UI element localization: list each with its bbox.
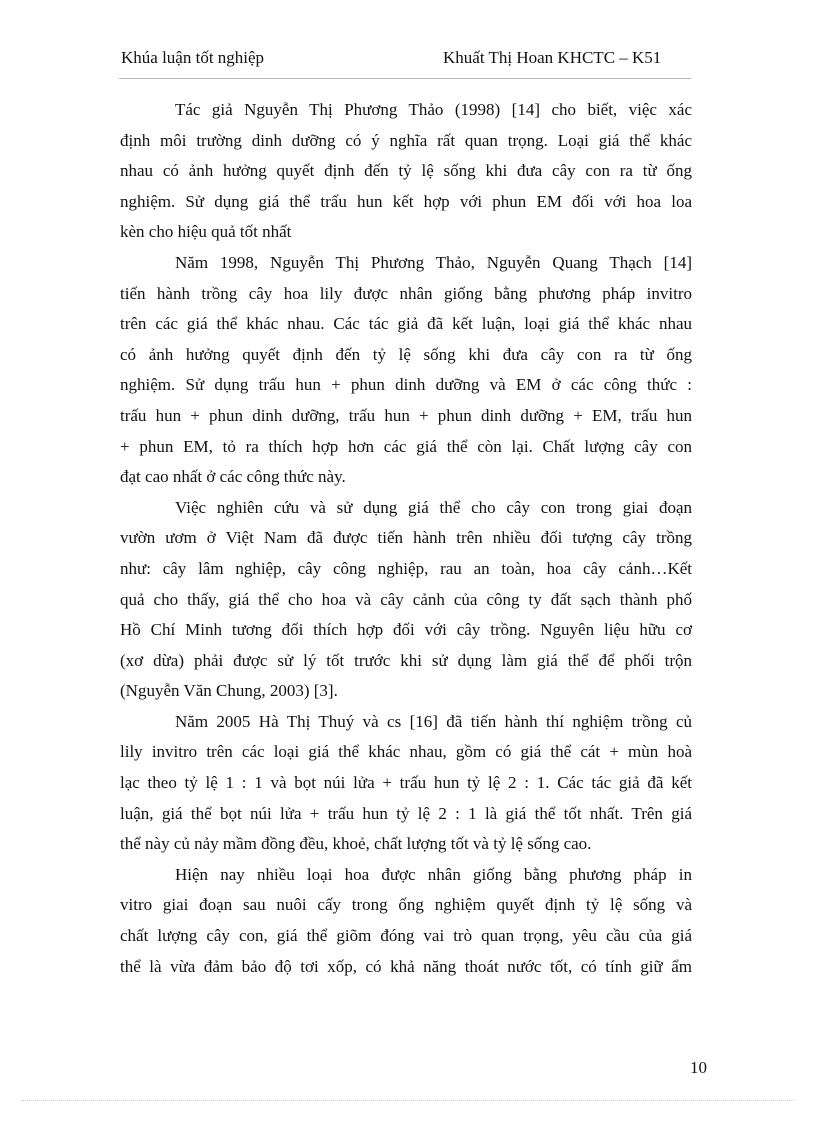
text-line: nhau có ảnh hưởng quyết định đến tỷ lệ sống khi đưa cây con ra từ ống [120, 161, 692, 181]
header-left-text: Khúa luận tốt nghiệp [121, 48, 265, 67]
text-line: Hồ Chí Minh tương đối thích hợp đối với cây trồng. Nguyên liệu hữu cơ [120, 620, 692, 640]
page-number: 10 [690, 1058, 707, 1077]
text-line: quả cho thấy, giá thể cho hoa và cây cảnh của công ty đất sạch thành phố [120, 589, 692, 609]
text-line: thể là vừa đảm bảo độ tơi xốp, có khả năng thoát nước tốt, có tính giữ ẩm [120, 956, 692, 976]
text-line: + phun EM, tỏ ra thích hợp hơn các giá thể còn lại. Chất lượng cây con [120, 436, 692, 456]
text-line: vitro giai đoạn sau nuôi cấy trong ống nghiệm quyết định tỷ lệ sống và [120, 895, 692, 915]
text-line: (xơ dừa) phải được sử lý tốt trước khi sử dụng làm giá thể để phối trộn [120, 650, 692, 670]
text-line: Việc nghiên cứu và sử dụng giá thể cho cây con trong giai đoạn [175, 497, 692, 517]
text-line: định môi trường dinh dưỡng có ý nghĩa rất quan trọng. Loại giá thể khác [120, 130, 692, 150]
text-line: Tác giả Nguyễn Thị Phương Thảo (1998) [14] cho biết, việc xác [175, 100, 692, 119]
text-line: luận, giá thể bọt núi lửa + trấu hun tỷ lệ 2 : 1 là giá thể tốt nhất. Trên giá [120, 803, 692, 823]
text-line: (Nguyễn Văn Chung, 2003) [3]. [120, 681, 338, 701]
text-line: tiến hành trồng cây hoa lily được nhân giống bằng phương pháp invitro [120, 283, 692, 303]
header-divider [119, 78, 691, 79]
body-text [120, 95, 692, 982]
text-line: Năm 2005 Hà Thị Thuý và cs [16] đã tiến hành thí nghiệm trồng củ [175, 711, 692, 731]
text-line: Năm 1998, Nguyễn Thị Phương Thảo, Nguyễn Quang Thạch [14] [175, 252, 692, 272]
text-line: chất lượng cây con, giá thể giõm đóng vai trò quan trọng, yêu cầu của giá [120, 926, 692, 946]
text-line: Hiện nay nhiều loại hoa được nhân giống bằng phương pháp in [175, 864, 692, 884]
text-line: vườn ươm ở Việt Nam đã được tiến hành trên nhiều đối tượng cây trồng [120, 528, 692, 548]
text-line: có ảnh hưởng quyết định đến tỷ lệ sống khi đưa cây con ra từ ống [120, 344, 692, 364]
text-line: trên các giá thể khác nhau. Các tác giả đã kết luận, loại giá thể khác nhau [120, 314, 692, 334]
header-right-text: Khuất Thị Hoan KHCTC – K51 [443, 48, 662, 67]
text-line: lạc theo tỷ lệ 1 : 1 và bọt núi lửa + trấu hun tỷ lệ 2 : 1. Các tác giả đã kết [120, 773, 692, 793]
text-line: thể này củ nảy mầm đồng đều, khoẻ, chất lượng tốt và tỷ lệ sống cao. [120, 834, 592, 854]
page-bottom-border [22, 1100, 794, 1101]
text-line: kèn cho hiệu quả tốt nhất [120, 222, 292, 242]
text-line: trấu hun + phun dinh dưỡng, trấu hun + phun dinh dưỡng + EM, trấu hun [120, 405, 692, 425]
text-line: đạt cao nhất ở các công thức này. [120, 467, 346, 487]
text-line: như: cây lâm nghiệp, cây công nghiệp, rau an toàn, hoa cây cảnh…Kết [120, 558, 692, 578]
text-line: lily invitro trên các loại giá thể khác nhau, gồm có giá thể cát + mùn hoà [120, 742, 692, 762]
text-line: nghiệm. Sử dụng trấu hun + phun dinh dưỡng và EM ở các công thức : [120, 375, 692, 395]
text-line: nghiệm. Sử dụng giá thể trấu hun kết hợp với phun EM đối với hoa loa [120, 191, 692, 211]
